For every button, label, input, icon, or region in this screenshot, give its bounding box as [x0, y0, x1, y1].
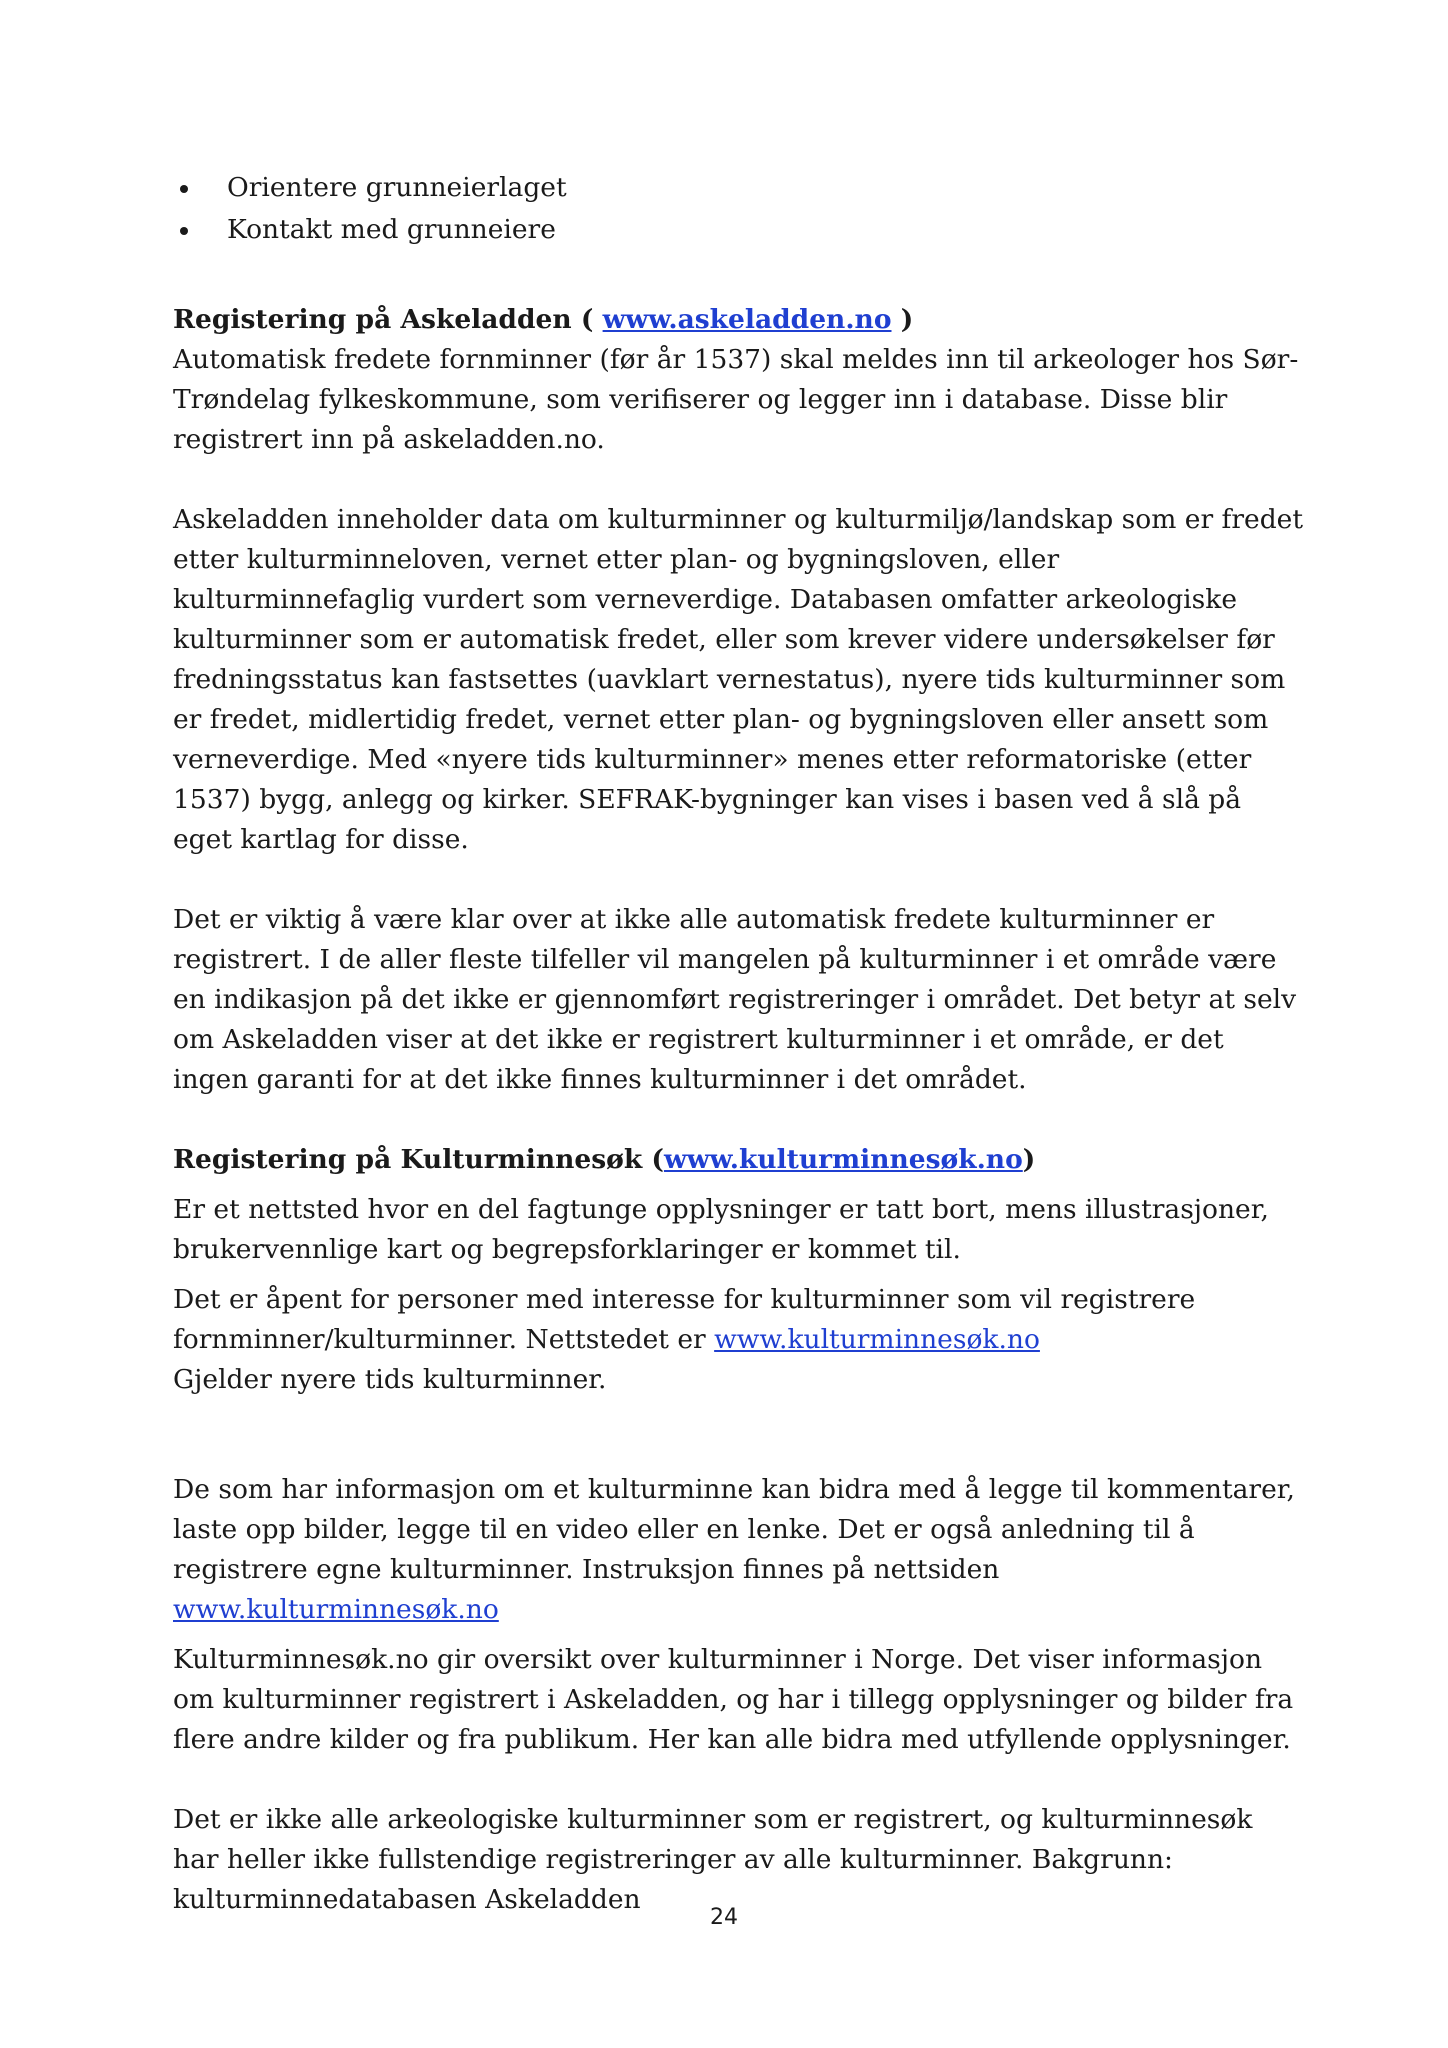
- kulturminnesok-paragraph-4: Kulturminnesøk.no gir oversikt over kulturminner i Norge. Det viser informasjon om kulturminner registrert i Askeladden, og har i tillegg opplysninger og bilder fra flere andre kilder og fra publikum. Her kan alle bidra med utfyllende opplysninger.: [173, 1644, 1294, 1755]
- askeladden-intro: Automatisk fredete fornminner (før år 1537) skal meldes inn til arkeologer hos Sør-Trøndelag fylkeskommune, som verifiserer og legger inn i database. Disse blir registrert inn på askeladden.no.: [173, 344, 1299, 455]
- paragraph-text: Det er åpent for personer med interesse for kulturminner som vil registrere fornminner/kulturminner. Nettstedet er: [173, 1284, 1196, 1355]
- paragraph-text: Gjelder nyere tids kulturminner.: [173, 1364, 607, 1395]
- kulturminnesok-paragraph-1: Er et nettsted hvor en del fagtunge opplysninger er tatt bort, mens illustrasjoner, brukervennlige kart og begrepsforklaringer er kommet til.: [173, 1194, 1269, 1265]
- kulturminnesok-heading-link[interactable]: www.kulturminnesøk.no: [663, 1144, 1023, 1175]
- page-number: 24: [710, 1905, 738, 1930]
- list-item: Orientere grunneierlaget: [173, 168, 1303, 210]
- heading-text-end: ): [1022, 1144, 1036, 1175]
- askeladden-paragraph-1: Askeladden inneholder data om kulturminner og kulturmiljø/landskap som er fredet etter kulturminneloven, vernet etter plan- og bygningsloven, eller kulturminnefaglig vurdert som verneverdige. Databasen omfatter arkeologiske kulturminner som er automatisk fredet, eller som krever videre undersøkelser før fredningsstatus kan fastsettes (uavklart vernestatus), nyere tids kulturminner som er fredet, midlertidig fredet, vernet etter plan- og bygningsloven eller ansett som verneverdige. Med «nyere tids kulturminner» menes etter reformatoriske (etter 1537) bygg, anlegg og kirker. SEFRAK-bygninger kan vises i basen ved å slå på eget kartlag for disse.: [173, 504, 1304, 855]
- heading-text-end: ): [891, 304, 914, 335]
- heading-text: Registering på Kulturminnesøk (: [173, 1144, 664, 1175]
- kulturminnesok-link[interactable]: www.kulturminnesøk.no: [714, 1324, 1040, 1355]
- askeladden-paragraph-2: Det er viktig å være klar over at ikke alle automatisk fredete kulturminner er registrert. I de aller fleste tilfeller vil mangelen på kulturminner i et område være en indikasjon på det ikke er gjennomført registreringer i området. Det betyr at selv om Askeladden viser at det ikke er registrert kulturminner i et område, er det ingen garanti for at det ikke finnes kulturminner i det området.: [173, 904, 1297, 1095]
- heading-text: Registering på Askeladden (: [173, 304, 603, 335]
- section-heading-kulturminnesok: [173, 1140, 1303, 1180]
- kulturminnesok-paragraph-2: [173, 1280, 1303, 1400]
- kulturminnesok-instruction-link[interactable]: www.kulturminnesøk.no: [173, 1594, 499, 1625]
- list-item: Kontakt med grunneiere: [173, 210, 1303, 252]
- paragraph-text: De som har informasjon om et kulturminne kan bidra med å legge til kommentarer, laste opp bilder, legge til en video eller en lenke. Det er også anledning til å registrere egne kulturminner. Instruksjon finnes på nettsiden: [173, 1474, 1295, 1585]
- kulturminnesok-paragraph-5: Det er ikke alle arkeologiske kulturminner som er registrert, og kulturminnesøk har heller ikke fullstendige registreringer av alle kulturminner. Bakgrunn: kulturminnedatabasen Askeladden: [173, 1804, 1253, 1915]
- askeladden-link[interactable]: www.askeladden.no: [602, 304, 892, 335]
- bullet-list: [173, 168, 1303, 252]
- document-page: [173, 168, 1303, 1920]
- kulturminnesok-paragraph-3: [173, 1470, 1303, 1630]
- section-heading-askeladden: [173, 300, 1303, 340]
